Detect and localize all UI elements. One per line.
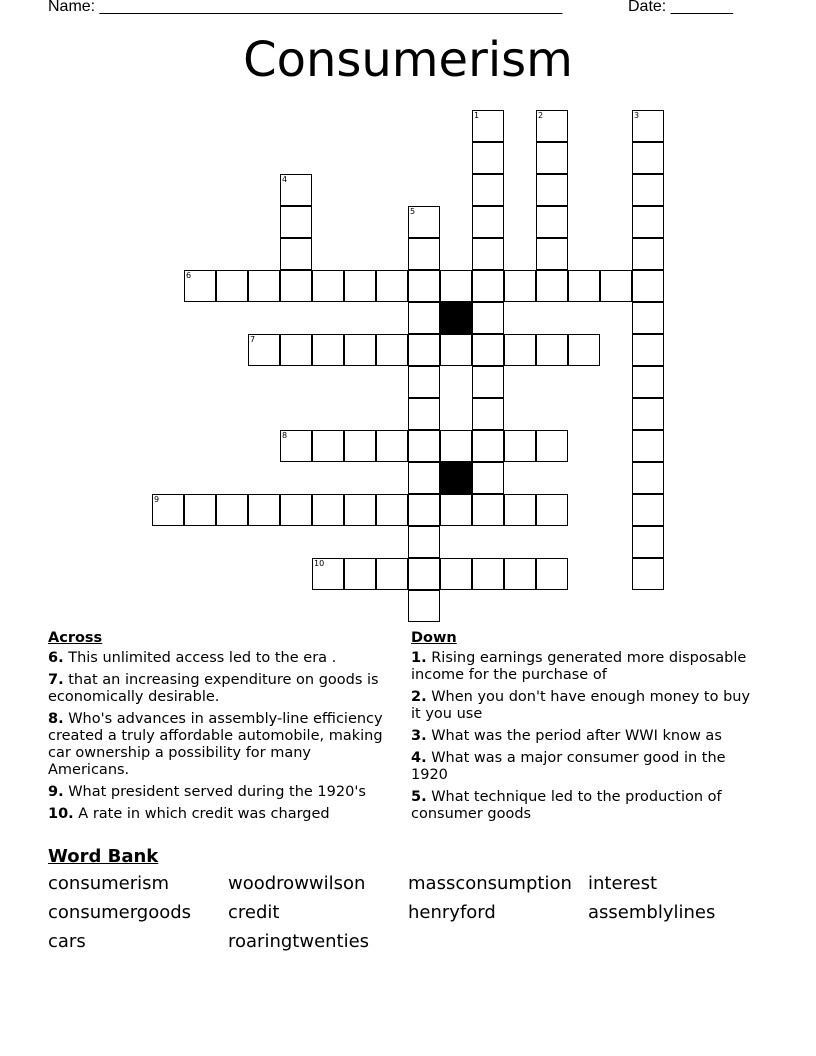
clue-number: 7 (250, 335, 256, 344)
word-bank-word: cars (48, 931, 86, 952)
crossword-cell[interactable] (408, 334, 440, 366)
crossword-cell[interactable] (536, 110, 568, 142)
crossword-cell[interactable] (440, 270, 472, 302)
clue-number: 4 (282, 175, 288, 184)
crossword-cell[interactable] (376, 494, 408, 526)
crossword-cell[interactable] (632, 110, 664, 142)
clue-text: A rate in which credit was charged (73, 806, 330, 822)
word-bank-word: consumerism (48, 873, 170, 894)
crossword-cell[interactable] (280, 430, 312, 462)
clue-number: 7. (48, 672, 64, 688)
across-clue (48, 711, 393, 779)
word-bank-word: credit (228, 902, 280, 923)
crossword-cell[interactable] (504, 334, 536, 366)
crossword-cell[interactable] (472, 462, 504, 494)
clue-number: 10. (48, 806, 74, 822)
clue-text: What was the period after WWI know as (426, 728, 722, 744)
crossword-cell[interactable] (280, 206, 312, 238)
page-title: Consumerism (243, 32, 573, 88)
crossword-cell[interactable] (280, 238, 312, 270)
across-clues (48, 630, 393, 828)
clue-number: 9. (48, 784, 64, 800)
crossword-cell[interactable] (536, 558, 568, 590)
down-clue (411, 650, 761, 684)
crossword-cell[interactable] (632, 302, 664, 334)
crossword-cell[interactable] (408, 206, 440, 238)
crossword-cell[interactable] (280, 174, 312, 206)
crossword-cell[interactable] (408, 302, 440, 334)
crossword-cell[interactable] (408, 430, 440, 462)
crossword-cell[interactable] (536, 238, 568, 270)
clue-text: Who's advances in assembly-line efficiency created a truly affordable automobile, making car ownership a possibility for many Americans. (48, 711, 383, 778)
crossword-cell[interactable] (632, 430, 664, 462)
crossword-cell[interactable] (248, 270, 280, 302)
clue-text: What president served during the 1920's (63, 784, 366, 800)
crossword-cell[interactable] (472, 398, 504, 430)
clue-number: 6 (186, 271, 192, 280)
across-clue (48, 806, 393, 823)
crossword-cell[interactable] (472, 366, 504, 398)
down-clue (411, 728, 761, 745)
crossword-cell[interactable] (632, 558, 664, 590)
crossword-cell[interactable] (376, 430, 408, 462)
crossword-cell[interactable] (408, 558, 440, 590)
crossword-cell[interactable] (440, 334, 472, 366)
filled-cell (440, 462, 472, 494)
clue-text: This unlimited access led to the era . (63, 650, 337, 666)
crossword-cell[interactable] (344, 270, 376, 302)
crossword-cell[interactable] (408, 270, 440, 302)
crossword-cell[interactable] (536, 334, 568, 366)
down-clues (411, 630, 761, 828)
crossword-cell[interactable] (408, 238, 440, 270)
clue-number: 1. (411, 650, 427, 666)
crossword-cell[interactable] (376, 558, 408, 590)
word-bank-word: assemblylines (588, 902, 716, 923)
crossword-cell[interactable] (312, 334, 344, 366)
clue-text: that an increasing expenditure on goods is economically desirable. (48, 672, 379, 705)
down-clue (411, 689, 761, 723)
crossword-cell[interactable] (472, 302, 504, 334)
clue-number: 5 (410, 207, 416, 216)
crossword-cell[interactable] (344, 494, 376, 526)
crossword-cell[interactable] (408, 590, 440, 622)
crossword-cell[interactable] (472, 142, 504, 174)
clue-text: What was a major consumer good in the 1920 (411, 750, 726, 783)
crossword-cell[interactable] (536, 206, 568, 238)
clue-number: 9 (154, 495, 160, 504)
crossword-cell[interactable] (472, 494, 504, 526)
word-bank-word: roaringtwenties (228, 931, 370, 952)
crossword-cell[interactable] (632, 462, 664, 494)
crossword-cell[interactable] (440, 430, 472, 462)
clue-number: 8. (48, 711, 64, 727)
word-bank-title: Word Bank (48, 846, 159, 867)
crossword-cell[interactable] (216, 494, 248, 526)
crossword-cell[interactable] (376, 334, 408, 366)
crossword-cell[interactable] (472, 174, 504, 206)
crossword-cell[interactable] (216, 270, 248, 302)
crossword-cell[interactable] (472, 238, 504, 270)
crossword-cell[interactable] (408, 526, 440, 558)
crossword-cell[interactable] (632, 398, 664, 430)
clue-number: 3 (634, 111, 640, 120)
crossword-cell[interactable] (536, 174, 568, 206)
down-clue (411, 789, 761, 823)
crossword-cell[interactable] (376, 270, 408, 302)
clue-number: 2 (538, 111, 544, 120)
crossword-cell[interactable] (408, 462, 440, 494)
crossword-cell[interactable] (280, 334, 312, 366)
word-bank-word: henryford (408, 902, 496, 923)
crossword-cell[interactable] (536, 494, 568, 526)
crossword-cell[interactable] (632, 270, 664, 302)
across-clue (48, 784, 393, 801)
crossword-cell[interactable] (472, 558, 504, 590)
across-clue (48, 650, 393, 667)
crossword-cell[interactable] (536, 270, 568, 302)
crossword-cell[interactable] (568, 334, 600, 366)
crossword-cell[interactable] (344, 430, 376, 462)
crossword-cell[interactable] (472, 270, 504, 302)
crossword-cell[interactable] (440, 558, 472, 590)
crossword-cell[interactable] (536, 142, 568, 174)
crossword-cell[interactable] (472, 206, 504, 238)
crossword-cell[interactable] (472, 430, 504, 462)
clue-number: 4. (411, 750, 427, 766)
clue-number: 6. (48, 650, 64, 666)
word-bank-word: consumergoods (48, 902, 192, 923)
crossword-cell[interactable] (632, 174, 664, 206)
crossword-cell[interactable] (568, 270, 600, 302)
crossword-cell[interactable] (632, 526, 664, 558)
crossword-cell[interactable] (184, 494, 216, 526)
crossword-cell[interactable] (248, 334, 280, 366)
date-field: Date: _______ (628, 0, 733, 15)
crossword-cell[interactable] (280, 270, 312, 302)
across-heading: Across (48, 630, 103, 646)
crossword-cell[interactable] (248, 494, 280, 526)
crossword-cell[interactable] (632, 206, 664, 238)
word-bank-word: interest (588, 873, 658, 894)
crossword-cell[interactable] (504, 270, 536, 302)
crossword-cell[interactable] (600, 270, 632, 302)
crossword-cell[interactable] (312, 430, 344, 462)
crossword-cell[interactable] (152, 494, 184, 526)
crossword-cell[interactable] (472, 334, 504, 366)
crossword-cell[interactable] (344, 334, 376, 366)
clue-text: What technique led to the production of consumer goods (411, 789, 722, 822)
crossword-cell[interactable] (472, 110, 504, 142)
down-clue (411, 750, 761, 784)
crossword-cell[interactable] (632, 238, 664, 270)
crossword-cell[interactable] (632, 142, 664, 174)
word-bank-word: massconsumption (408, 873, 572, 894)
crossword-cell[interactable] (344, 558, 376, 590)
crossword-cell[interactable] (408, 366, 440, 398)
clue-text: When you don't have enough money to buy it you use (411, 689, 751, 722)
crossword-cell[interactable] (504, 494, 536, 526)
crossword-cell[interactable] (408, 494, 440, 526)
word-bank-word: woodrowwilson (228, 873, 366, 894)
clue-number: 1 (474, 111, 480, 120)
clue-number: 10 (314, 559, 325, 568)
crossword-cell[interactable] (632, 334, 664, 366)
crossword-cell[interactable] (504, 430, 536, 462)
crossword-cell[interactable] (440, 494, 472, 526)
clue-number: 2. (411, 689, 427, 705)
filled-cell (440, 302, 472, 334)
name-field: Name: ____________________________________________________ (48, 0, 563, 15)
clue-number: 8 (282, 431, 288, 440)
down-heading: Down (411, 630, 457, 646)
crossword-cell[interactable] (632, 366, 664, 398)
crossword-cell[interactable] (280, 494, 312, 526)
across-clue (48, 672, 393, 706)
crossword-cell[interactable] (408, 398, 440, 430)
clue-number: 3. (411, 728, 427, 744)
crossword-cell[interactable] (504, 558, 536, 590)
crossword-cell[interactable] (536, 430, 568, 462)
crossword-cell[interactable] (312, 494, 344, 526)
crossword-cell[interactable] (632, 494, 664, 526)
clue-text: Rising earnings generated more disposable income for the purchase of (411, 650, 747, 683)
crossword-cell[interactable] (184, 270, 216, 302)
crossword-cell[interactable] (312, 270, 344, 302)
clue-number: 5. (411, 789, 427, 805)
crossword-cell[interactable] (312, 558, 344, 590)
